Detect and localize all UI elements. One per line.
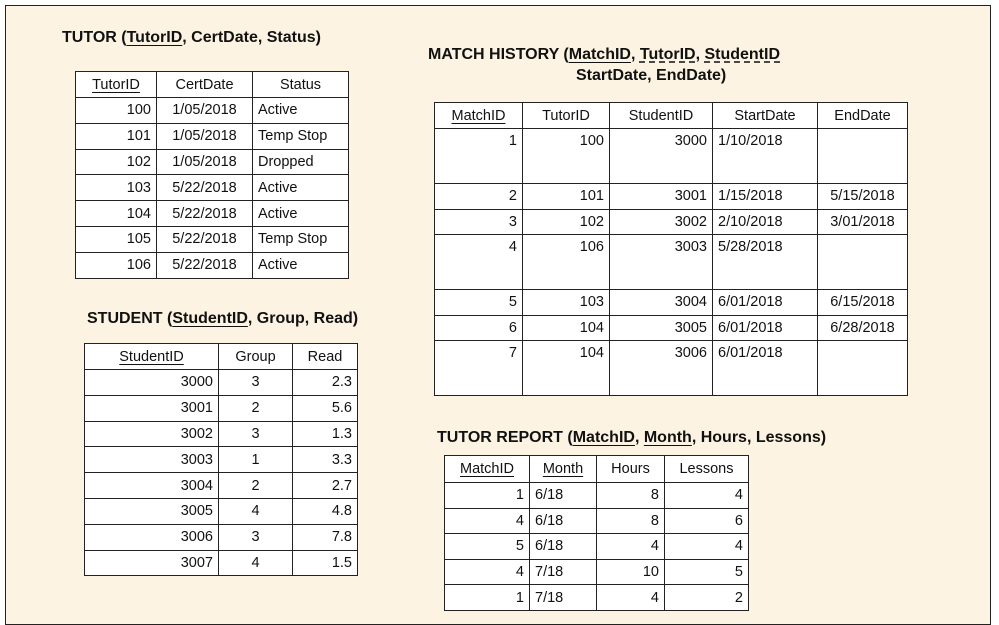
table-cell: 106 (76, 252, 157, 278)
table-cell: 1/05/2018 (157, 149, 253, 175)
table-cell: Dropped (253, 149, 349, 175)
table-cell: 1/15/2018 (713, 184, 818, 210)
table-cell: 3002 (85, 421, 219, 447)
table-row (435, 341, 908, 396)
table-cell: 1 (445, 585, 530, 611)
table-cell: 5.6 (293, 395, 358, 421)
match-history-table (434, 102, 908, 396)
column-header: StartDate (713, 103, 818, 129)
table-cell: 1.3 (293, 421, 358, 447)
table-cell: 105 (76, 226, 157, 252)
table-cell: 3003 (610, 235, 713, 290)
table-cell: 3007 (85, 550, 219, 576)
table-row (85, 473, 358, 499)
column-header: TutorID (76, 72, 157, 98)
table-cell: 4 (219, 498, 293, 524)
table-cell: 7.8 (293, 524, 358, 550)
table-cell: 104 (523, 315, 610, 341)
table-cell: 3000 (85, 370, 219, 396)
table-cell: 5 (665, 559, 749, 585)
primary-key-tutorid: TutorID (126, 29, 183, 46)
table-cell (818, 129, 908, 184)
table-cell: 4.8 (293, 498, 358, 524)
table-cell: 5/22/2018 (157, 201, 253, 227)
table-cell: Active (253, 252, 349, 278)
table-cell: Temp Stop (253, 123, 349, 149)
table-cell: 3004 (85, 473, 219, 499)
table-cell: 2 (435, 184, 523, 210)
table-cell: 3 (219, 421, 293, 447)
table-cell: 7 (435, 341, 523, 396)
primary-key-month: Month (643, 429, 692, 446)
foreign-key-tutorid: TutorID (639, 46, 696, 63)
table-cell: 3001 (85, 395, 219, 421)
table-cell: 3004 (610, 290, 713, 316)
table-row (76, 252, 349, 278)
table-row (85, 370, 358, 396)
table-cell: 3005 (85, 498, 219, 524)
table-cell: 8 (597, 483, 665, 509)
table-cell: 3 (435, 209, 523, 235)
table-row (435, 235, 908, 290)
table-cell: 3000 (610, 129, 713, 184)
table-row (76, 175, 349, 201)
table-cell: 5/22/2018 (157, 252, 253, 278)
table-cell: 106 (523, 235, 610, 290)
table-cell: 102 (523, 209, 610, 235)
table-cell: 3006 (85, 524, 219, 550)
table-row (76, 226, 349, 252)
table-cell: 6/01/2018 (713, 341, 818, 396)
table-row (85, 395, 358, 421)
column-header: StudentID (610, 103, 713, 129)
table-row (445, 508, 749, 534)
table-cell: 6/01/2018 (713, 290, 818, 316)
table-cell: 6/18 (530, 508, 597, 534)
table-cell: 4 (597, 585, 665, 611)
column-header: Hours (597, 456, 665, 483)
table-row (435, 315, 908, 341)
table-cell: 104 (76, 201, 157, 227)
tutor-report-table (444, 455, 749, 611)
primary-key-studentid: StudentID (172, 310, 248, 327)
table-cell: 5/22/2018 (157, 226, 253, 252)
table-cell: 4 (445, 559, 530, 585)
table-cell: 3 (219, 524, 293, 550)
table-cell: 3003 (85, 447, 219, 473)
table-row (76, 201, 349, 227)
primary-key-matchid: MatchID (572, 429, 635, 446)
table-cell: 102 (76, 149, 157, 175)
table-cell: 7/18 (530, 585, 597, 611)
table-row (445, 483, 749, 509)
column-header: EndDate (818, 103, 908, 129)
table-cell: 2/10/2018 (713, 209, 818, 235)
table-row (76, 98, 349, 124)
table-row (85, 447, 358, 473)
column-header: MatchID (445, 456, 530, 483)
tutor-table (75, 71, 349, 279)
table-cell: 1/10/2018 (713, 129, 818, 184)
table-cell: 1/05/2018 (157, 123, 253, 149)
column-header: MatchID (435, 103, 523, 129)
table-cell: 3.3 (293, 447, 358, 473)
table-cell: 104 (523, 341, 610, 396)
table-cell: Active (253, 98, 349, 124)
table-cell: 3005 (610, 315, 713, 341)
table-cell: 3/01/2018 (818, 209, 908, 235)
column-header: Status (253, 72, 349, 98)
table-cell: Active (253, 175, 349, 201)
table-cell: 5 (445, 534, 530, 560)
column-header: StudentID (85, 344, 219, 370)
student-relation-caption: STUDENT (StudentID, Group, Read) (87, 310, 359, 327)
table-cell: 4 (435, 235, 523, 290)
table-cell: 6/18 (530, 483, 597, 509)
table-cell: 4 (445, 508, 530, 534)
foreign-key-studentid: StudentID (704, 46, 780, 63)
table-row (76, 149, 349, 175)
match-history-relation-caption: MATCH HISTORY (MatchID, TutorID, StudentID StartDate, EndDate) (428, 46, 780, 84)
table-cell: 4 (219, 550, 293, 576)
table-cell: Temp Stop (253, 226, 349, 252)
student-table (84, 343, 358, 576)
table-cell: 3001 (610, 184, 713, 210)
table-row (85, 524, 358, 550)
table-row (76, 123, 349, 149)
table-row (435, 209, 908, 235)
table-cell: 101 (76, 123, 157, 149)
table-cell (818, 341, 908, 396)
table-cell: 3002 (610, 209, 713, 235)
tutor-relation-caption: TUTOR (TutorID, CertDate, Status) (62, 29, 321, 46)
table-cell: 6/01/2018 (713, 315, 818, 341)
table-cell: 10 (597, 559, 665, 585)
table-cell: 2 (665, 585, 749, 611)
table-cell: 8 (597, 508, 665, 534)
table-row (85, 498, 358, 524)
table-cell: 2 (219, 473, 293, 499)
column-header: Group (219, 344, 293, 370)
table-cell: 5/15/2018 (818, 184, 908, 210)
table-cell: 6 (435, 315, 523, 341)
table-cell: 1.5 (293, 550, 358, 576)
table-row (435, 290, 908, 316)
table-row (445, 534, 749, 560)
table-cell: 6/15/2018 (818, 290, 908, 316)
table-cell (818, 235, 908, 290)
table-cell: 1 (219, 447, 293, 473)
table-row (435, 184, 908, 210)
table-cell: 1 (445, 483, 530, 509)
table-cell: Active (253, 201, 349, 227)
table-cell: 2 (219, 395, 293, 421)
column-header: CertDate (157, 72, 253, 98)
table-cell: 6 (665, 508, 749, 534)
table-cell: 3 (219, 370, 293, 396)
column-header: Read (293, 344, 358, 370)
column-header: Month (530, 456, 597, 483)
primary-key-matchid: MatchID (568, 46, 631, 63)
table-row (85, 421, 358, 447)
table-cell: 4 (665, 534, 749, 560)
table-cell: 5 (435, 290, 523, 316)
table-row (445, 585, 749, 611)
table-row (445, 559, 749, 585)
table-row (85, 550, 358, 576)
table-row (435, 129, 908, 184)
table-cell: 100 (76, 98, 157, 124)
table-cell: 103 (76, 175, 157, 201)
table-cell: 2.3 (293, 370, 358, 396)
table-cell: 1/05/2018 (157, 98, 253, 124)
table-cell: 1 (435, 129, 523, 184)
table-cell: 4 (597, 534, 665, 560)
table-cell: 103 (523, 290, 610, 316)
table-cell: 5/28/2018 (713, 235, 818, 290)
column-header: TutorID (523, 103, 610, 129)
table-cell: 6/18 (530, 534, 597, 560)
table-cell: 100 (523, 129, 610, 184)
table-cell: 5/22/2018 (157, 175, 253, 201)
tutor-report-relation-caption: TUTOR REPORT (MatchID, Month, Hours, Lessons) (437, 429, 827, 446)
table-cell: 6/28/2018 (818, 315, 908, 341)
table-cell: 3006 (610, 341, 713, 396)
column-header: Lessons (665, 456, 749, 483)
table-cell: 4 (665, 483, 749, 509)
table-cell: 7/18 (530, 559, 597, 585)
table-cell: 2.7 (293, 473, 358, 499)
table-cell: 101 (523, 184, 610, 210)
